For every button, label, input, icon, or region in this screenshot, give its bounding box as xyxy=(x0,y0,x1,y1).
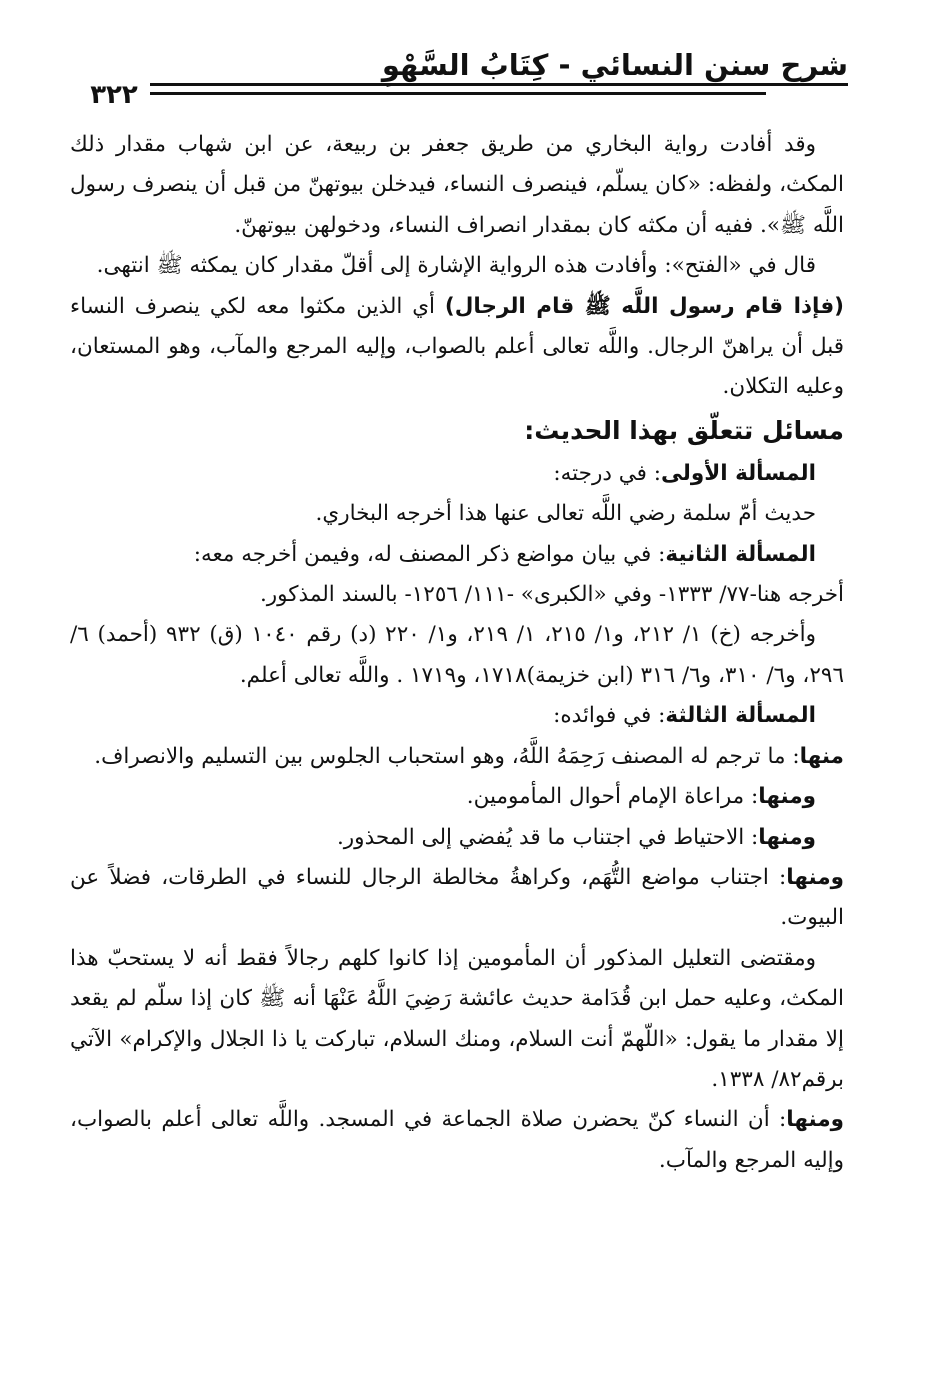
benefit-4-label: ومنها xyxy=(786,864,844,890)
header-rule-bottom xyxy=(78,92,766,95)
paragraph-bukhari-narration: وقد أفادت رواية البخاري من طريق جعفر بن ربيعة، عن ابن شهاب مقدار ذلك المكث، ولفظه: «كان يسلّم، فينصرف النساء، فيدخلن بيوتهنّ من قبل أن ينصرف رسول اللَّه ﷺ». ففيه أن مكثه كان بمقدار انصراف النساء، ودخولهن بيوتهنّ. xyxy=(70,132,844,238)
issue-3-heading xyxy=(70,696,844,736)
page-number: ٣٢٢ xyxy=(78,80,150,110)
page-body xyxy=(70,125,844,1181)
benefit-5-text: : أن النساء كنّ يحضرن صلاة الجماعة في المسجد. واللَّه تعالى أعلم بالصواب، وإليه المرجع والمآب. xyxy=(70,1107,844,1173)
benefit-4 xyxy=(70,858,844,939)
issue-1-text: حديث أمّ سلمة رضي اللَّه تعالى عنها هذا أخرجه البخاري. xyxy=(315,501,816,527)
paragraph-hadith-explanation xyxy=(70,287,844,408)
benefit-3-text: : الاحتياط في اجتناب ما قد يُفضي إلى المحذور. xyxy=(336,824,759,850)
benefit-1 xyxy=(70,737,844,777)
benefit-2-label: ومنها xyxy=(758,784,816,810)
issue-2-citation-others: وأخرجه (خ) ١/ ٢١٢، و١/ ٢١٥، ١/ ٢١٩، و١/ ٢٢٠ (د) رقم ١٠٤٠ (ق) ٩٣٢ (أحمد) ٦/ ٢٩٦، و٦/ ٣١٠، و٦/ ٣١٦ (ابن خزيمة)١٧١٨، و١٧١٩ . واللَّه تعالى أعلم. xyxy=(70,622,844,688)
issue-3-label: المسألة الثالثة xyxy=(665,703,816,729)
benefit-1-text: : ما ترجم له المصنف رَحِمَهُ اللَّهُ، وهو استحباب الجلوس بين التسليم والانصراف. xyxy=(94,743,800,769)
benefit-2-text: : مراعاة الإمام أحوال المأمومين. xyxy=(466,784,759,810)
benefit-4-text: : اجتناب مواضع التُّهَم، وكراهةُ مخالطة الرجال للنساء في الطرقات، فضلاً عن البيوت. xyxy=(70,864,844,931)
hadith-phrase: (فإذا قام رسول اللَّه ﷺ قام الرجال) xyxy=(444,293,845,319)
issue-1-heading xyxy=(70,454,844,494)
page-header xyxy=(78,42,848,112)
issue-2-title: : في بيان مواضع ذكر المصنف له، وفيمن أخرجه معه: xyxy=(193,541,666,567)
issue-2-heading xyxy=(70,535,844,575)
section-heading: مسائل تتعلّق بهذا الحديث: xyxy=(524,415,844,445)
issue-2-citation-nasai: أخرجه هنا-٧٧/ ١٣٣٣- وفي «الكبرى» -١١١/ ١٢٥٦- بالسند المذكور. xyxy=(259,582,844,608)
running-title: شرح سنن النسائي - كِتَابُ السَّهْوِ xyxy=(381,48,848,82)
hadith-explanation-text: أي الذين مكثوا معه لكي ينصرف النساء قبل أن يراهنّ الرجال. واللَّه تعالى أعلم بالصواب، وإليه المرجع والمآب، وهو المستعان، وعليه التكلان. xyxy=(70,293,844,400)
benefit-3-label: ومنها xyxy=(758,824,816,850)
issue-1-title: : في درجته: xyxy=(553,460,662,486)
benefit-5-label: ومنها xyxy=(786,1107,844,1133)
benefit-5 xyxy=(70,1100,844,1181)
issue-2-label: المسألة الثانية xyxy=(665,541,816,567)
benefit-3 xyxy=(70,818,844,858)
header-rule-top xyxy=(78,83,848,86)
benefit-1-label: منها xyxy=(799,743,844,769)
benefit-2 xyxy=(70,777,844,817)
paragraph-ibn-qudama: ومقتضى التعليل المذكور أن المأمومين إذا كانوا كلهم رجالاً فقط أنه لا يستحبّ هذا المكث، وعليه حمل ابن قُدَامة حديث عائشة رَضِيَ اللَّهُ عَنْهَا أنه ﷺ كان إذا سلّم لم يقعد إلا مقدار ما يقول: «اللّهمّ أنت السلام، ومنك السلام، تباركت يا ذا الجلال والإكرام» الآتي برقم٨٢/ ١٣٣٨. xyxy=(70,945,844,1092)
issue-1-label: المسألة الأولى xyxy=(661,460,816,486)
issue-3-title: : في فوائده: xyxy=(553,703,666,729)
paragraph-fath-quote: قال في «الفتح»: وأفادت هذه الرواية الإشارة إلى أقلّ مقدار كان يمكثه ﷺ انتهى. xyxy=(96,253,816,279)
